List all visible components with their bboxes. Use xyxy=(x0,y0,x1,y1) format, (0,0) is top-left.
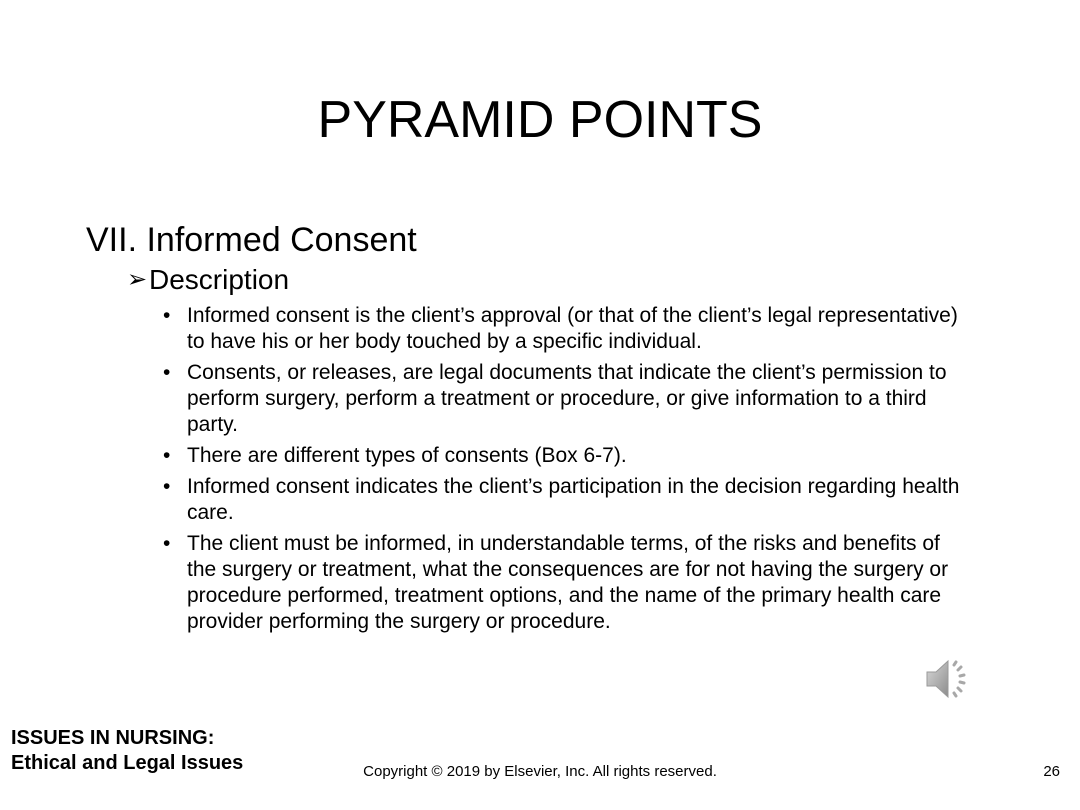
bullet-text: Consents, or releases, are legal documents that indicate the client’s permission to perform surgery, perform a treatment or procedure, or give information to a third party. xyxy=(187,361,947,436)
bullet-dot-icon: • xyxy=(163,444,171,467)
speaker-icon[interactable] xyxy=(924,655,974,703)
subheading-label: Description xyxy=(149,264,290,295)
list-item xyxy=(163,531,963,635)
list-item xyxy=(163,360,963,438)
list-item xyxy=(163,303,963,355)
list-item xyxy=(163,474,963,526)
course-title-line1: ISSUES IN NURSING: xyxy=(11,727,215,749)
bullet-text: Informed consent indicates the client’s participation in the decision regarding health care. xyxy=(187,475,960,524)
section-heading: VII. Informed Consent xyxy=(86,221,417,259)
bullet-dot-icon: • xyxy=(163,304,171,327)
page-number: 26 xyxy=(1043,763,1060,780)
subheading xyxy=(127,263,289,297)
bullet-dot-icon: • xyxy=(163,532,171,555)
bullet-list xyxy=(163,303,963,640)
bullet-dot-icon: • xyxy=(163,361,171,384)
arrow-bullet-icon: ➢ xyxy=(127,266,148,293)
bullet-text: Informed consent is the client’s approval (or that of the client’s legal representative) to have his or her body touched by a specific individual. xyxy=(187,304,958,353)
copyright-notice: Copyright © 2019 by Elsevier, Inc. All rights reserved. xyxy=(363,763,717,780)
bullet-text: The client must be informed, in understandable terms, of the risks and benefits of the surgery or treatment, what the consequences are for not having the surgery or procedure performed, treatment options, and the name of the primary health care provider performing the surgery or procedure. xyxy=(187,532,949,633)
slide-title: PYRAMID POINTS xyxy=(317,91,763,149)
list-item xyxy=(163,443,963,469)
course-title-line2: Ethical and Legal Issues xyxy=(11,752,244,774)
bullet-dot-icon: • xyxy=(163,475,171,498)
bullet-text: There are different types of consents (Box 6-7). xyxy=(187,444,627,467)
